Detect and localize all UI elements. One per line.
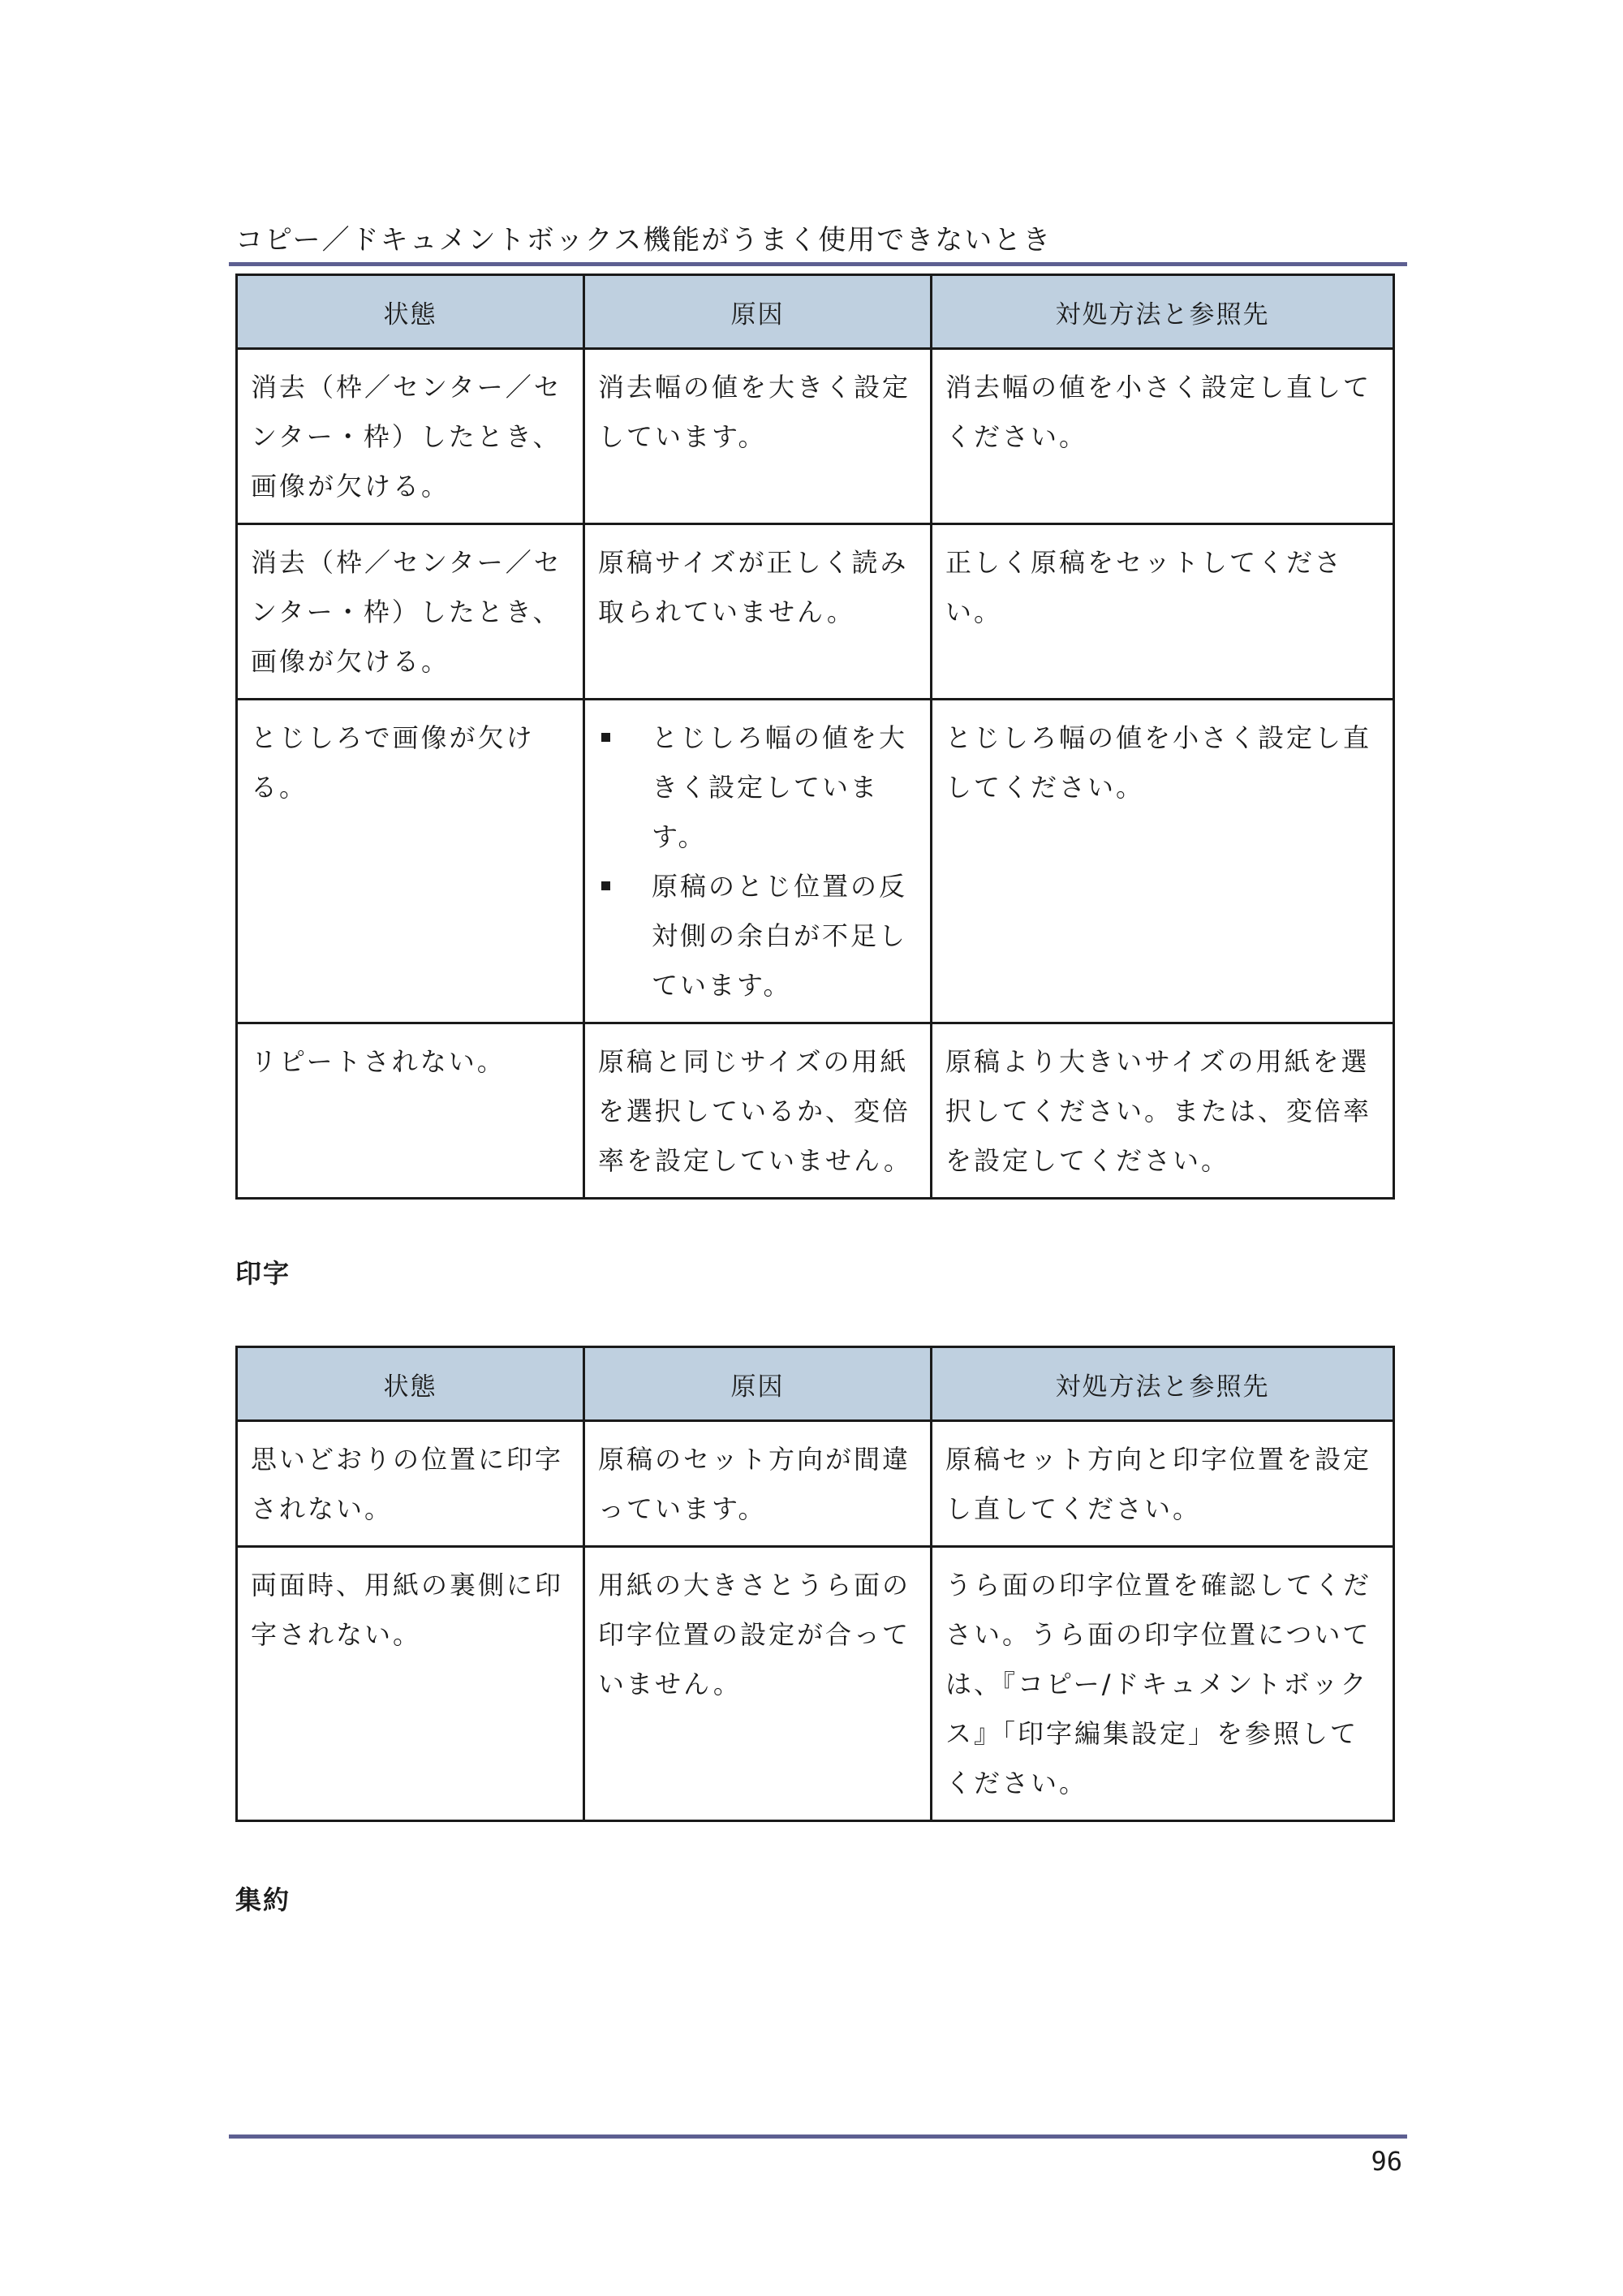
header-cause: 原因 — [584, 1347, 932, 1421]
cell-state: 消去（枠／センター／センター・枠）したとき、画像が欠ける。 — [237, 349, 584, 524]
table-row — [237, 1547, 1394, 1821]
cause-item-text: とじしろ幅の値を大きく設定しています。 — [652, 722, 908, 852]
cell-state: 両面時、用紙の裏側に印字されない。 — [237, 1547, 584, 1821]
cell-cause: 原稿と同じサイズの用紙を選択しているか、変倍率を設定していません。 — [584, 1023, 932, 1199]
cell-cause: 原稿のセット方向が間違っています。 — [584, 1421, 932, 1547]
cell-cause — [584, 700, 932, 1023]
table-row — [237, 1023, 1394, 1199]
square-bullet-icon — [601, 733, 610, 742]
header-state: 状態 — [237, 1347, 584, 1421]
table-row — [237, 524, 1394, 700]
cell-remedy: 原稿セット方向と印字位置を設定し直してください。 — [932, 1421, 1394, 1547]
cell-state: 思いどおりの位置に印字されない。 — [237, 1421, 584, 1547]
cause-list — [598, 713, 917, 1010]
square-bullet-icon — [601, 881, 610, 890]
cell-cause: 用紙の大きさとうら面の印字位置の設定が合っていません。 — [584, 1547, 932, 1821]
cell-remedy: 正しく原稿をセットしてください。 — [932, 524, 1394, 700]
troubleshooting-table-print — [235, 1346, 1395, 1822]
header-remedy: 対処方法と参照先 — [932, 275, 1394, 349]
cell-remedy: とじしろ幅の値を小さく設定し直してください。 — [932, 700, 1394, 1023]
header-cause: 原因 — [584, 275, 932, 349]
cell-cause: 消去幅の値を大きく設定しています。 — [584, 349, 932, 524]
table-row — [237, 700, 1394, 1023]
cause-item-text: 原稿のとじ位置の反対側の余白が不足しています。 — [652, 871, 908, 1001]
table-row — [237, 1421, 1394, 1547]
table-header-row — [237, 1347, 1394, 1421]
cell-state: とじしろで画像が欠ける。 — [237, 700, 584, 1023]
cell-state: リピートされない。 — [237, 1023, 584, 1199]
footer-rule — [229, 2134, 1407, 2139]
heading-combine: 集約 — [235, 1885, 291, 1915]
table-header-row — [237, 275, 1394, 349]
header-state: 状態 — [237, 275, 584, 349]
title-rule — [229, 262, 1407, 266]
troubleshooting-table-copy — [235, 274, 1395, 1200]
list-item — [598, 862, 917, 1010]
cell-state: 消去（枠／センター／センター・枠）したとき、画像が欠ける。 — [237, 524, 584, 700]
section-title: コピー／ドキュメントボックス機能がうまく使用できないとき — [235, 224, 1053, 256]
heading-print: 印字 — [235, 1258, 291, 1289]
cell-remedy: 原稿より大きいサイズの用紙を選択してください。または、変倍率を設定してください。 — [932, 1023, 1394, 1199]
header-remedy: 対処方法と参照先 — [932, 1347, 1394, 1421]
list-item — [598, 713, 917, 862]
cell-remedy: 消去幅の値を小さく設定し直してください。 — [932, 349, 1394, 524]
cell-cause: 原稿サイズが正しく読み取られていません。 — [584, 524, 932, 700]
table-row — [237, 349, 1394, 524]
page-number: 96 — [1371, 2146, 1402, 2177]
cell-remedy: うら面の印字位置を確認してください。うら面の印字位置については、『コピー/ドキュメントボックス』「印字編集設定」を参照してください。 — [932, 1547, 1394, 1821]
